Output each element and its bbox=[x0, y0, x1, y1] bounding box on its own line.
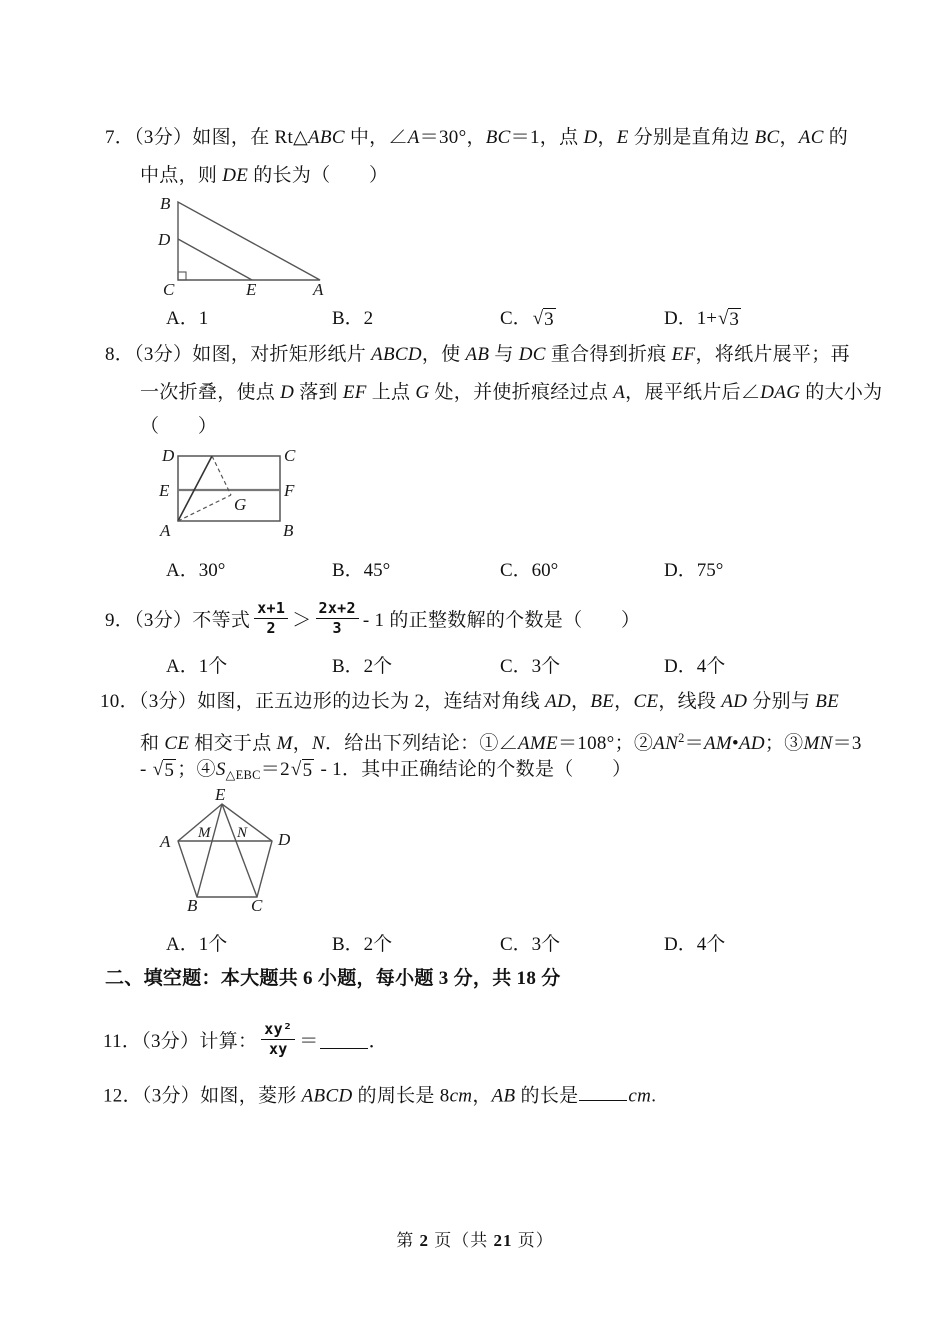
vertex-label-b: B bbox=[160, 194, 171, 213]
segment-de bbox=[178, 239, 252, 280]
question-9-line: 9．（3分）不等式 $\frac{x+1}{2}$ ＞ $\frac{2x+2}{3}$ - 1 的正整数解的个数是（ ） bbox=[105, 598, 641, 637]
question-7-line-1: 7．（3分）如图，在 Rt△ABC 中，∠A＝30°，BC＝1，点 D，E 分别是直角边 BC，AC 的 bbox=[105, 127, 849, 148]
diagonal-ce bbox=[222, 804, 257, 897]
q7-option-d: D．1+ √ 3 bbox=[664, 308, 739, 330]
question-12-line: 12．（3分）如图，菱形 ABCD 的周长是 8cm，AB 的长是 cm. bbox=[103, 1081, 656, 1109]
q9-options bbox=[0, 651, 950, 679]
vertex-label-d: D bbox=[158, 230, 171, 249]
vertex-label-c: C bbox=[251, 896, 263, 915]
right-angle-mark bbox=[178, 272, 186, 280]
q9-option-b: B．2个 bbox=[332, 656, 393, 677]
q8-option-c: C．60° bbox=[500, 560, 559, 581]
point-label-n: N bbox=[237, 825, 248, 841]
diagonal-be bbox=[197, 804, 222, 897]
q10-pentagon-figure bbox=[152, 787, 302, 917]
q10-option-c: C．3个 bbox=[500, 934, 561, 955]
point-label-g: G bbox=[234, 495, 247, 514]
vertex-label-c: C bbox=[284, 446, 296, 465]
vertex-label-e: E bbox=[246, 280, 257, 297]
q7-option-a: A．1 bbox=[166, 308, 209, 329]
vertex-label-f: F bbox=[284, 481, 295, 500]
vertex-label-a: A bbox=[160, 521, 171, 540]
fold-line bbox=[178, 456, 212, 521]
q7-option-c: C． √ 3 bbox=[500, 308, 554, 330]
q8-option-a: A．30° bbox=[166, 560, 226, 581]
vertex-label-b: B bbox=[187, 896, 198, 915]
vertex-label-d: D bbox=[278, 830, 291, 849]
dashed-line-a-to-g bbox=[178, 495, 231, 521]
vertex-label-a: A bbox=[160, 832, 171, 851]
q8-folded-rectangle-figure bbox=[150, 438, 330, 543]
question-8-line-1: 8．（3分）如图，对折矩形纸片 ABCD，使 AB 与 DC 重合得到折痕 EF，将纸片展平；再 bbox=[105, 344, 850, 365]
q9-option-d: D．4个 bbox=[664, 656, 726, 677]
q10-option-a: A．1个 bbox=[166, 934, 228, 955]
page-footer: 第 2 页（共 21 页） bbox=[396, 1231, 554, 1250]
question-8-line-3: （ ） bbox=[140, 416, 218, 437]
q10-option-d: D．4个 bbox=[664, 934, 726, 955]
vertex-label-e: E bbox=[159, 481, 170, 500]
question-10-line-1: 10．（3分）如图，正五边形的边长为 2，连结对角线 AD，BE，CE，线段 AD 分别与 BE bbox=[100, 691, 840, 712]
q7-options bbox=[0, 303, 950, 331]
q7-right-triangle-figure bbox=[150, 192, 340, 297]
q10-options bbox=[0, 929, 950, 957]
vertex-label-e: E bbox=[215, 787, 226, 804]
q9-option-a: A．1个 bbox=[166, 656, 228, 677]
vertex-label-b: B bbox=[283, 521, 294, 540]
point-label-m: M bbox=[198, 825, 211, 841]
question-10-line-3: - √ 5 ；$④S_{\triangle EBC}=2$ √ 5 - 1．其中正确结论的个数是（ ） bbox=[140, 759, 632, 782]
q9-option-c: C．3个 bbox=[500, 656, 561, 677]
section-2-header: 二、填空题：本大题共 6 小题，每小题 3 分，共 18 分 bbox=[105, 968, 561, 989]
q7-option-b: B．2 bbox=[332, 308, 374, 329]
vertex-label-d: D bbox=[162, 446, 175, 465]
question-10-line-2: 和 CE 相交于点 M，N．给出下列结论：①∠AME＝108°；$②AN^2=AM•AD$；③MN＝3 bbox=[140, 731, 862, 754]
rectangle-outline bbox=[178, 456, 280, 521]
q10-option-b: B．2个 bbox=[332, 934, 393, 955]
triangle-outline bbox=[178, 202, 320, 280]
question-7-line-2: 中点，则 DE 的长为（ ） bbox=[140, 165, 389, 186]
question-11-line: 11．（3分）计算： $\frac{\text{xy²}}{xy}$ ＝ ． bbox=[103, 1019, 388, 1058]
pentagon-outline bbox=[178, 804, 272, 897]
q8-options bbox=[0, 555, 950, 583]
vertex-label-a: A bbox=[313, 280, 324, 297]
question-8-line-2: 一次折叠，使点 D 落到 EF 上点 G 处，并使折痕经过点 A，展平纸片后∠DAG 的大小为 bbox=[140, 382, 883, 403]
vertex-label-c: C bbox=[163, 280, 175, 297]
q8-option-b: B．45° bbox=[332, 560, 391, 581]
q8-option-d: D．75° bbox=[664, 560, 724, 581]
